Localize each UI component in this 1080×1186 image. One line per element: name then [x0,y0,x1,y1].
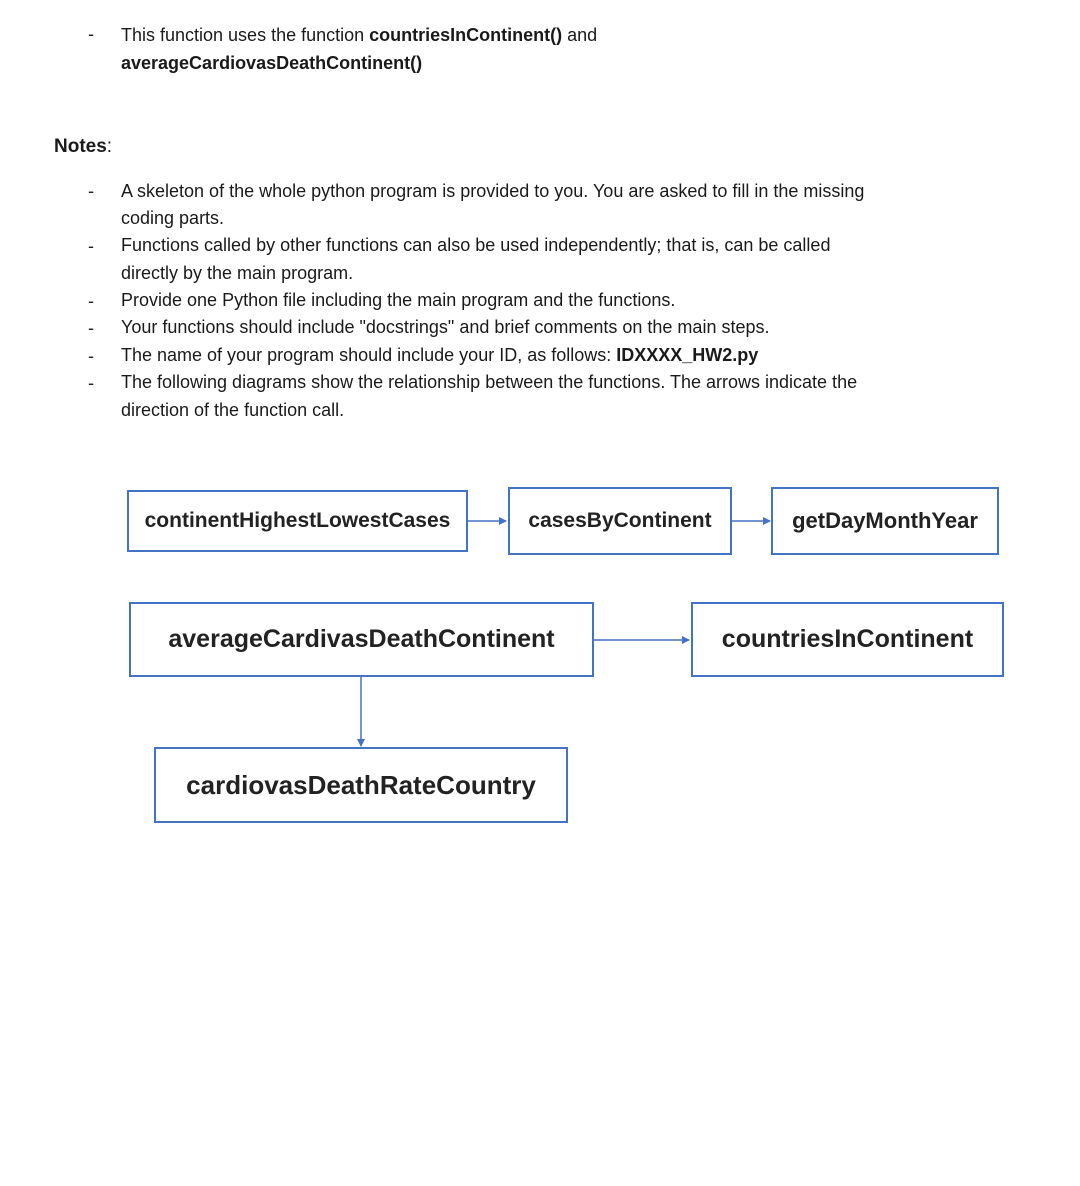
intro-func-2: averageCardiovasDeathContinent() [121,53,423,73]
intro-joiner: and [562,25,598,45]
diagram-box-countries-in-continent: countriesInContinent [691,602,1004,677]
bullet-dash: - [88,291,94,311]
bullet-dash: - [88,373,94,393]
bullet-dash: - [88,181,94,201]
note-6-line-2: direction of the function call. [121,400,345,420]
intro-func-1: countriesInContinent() [369,25,563,45]
diagram-box-cardiovas-death-rate-country: cardiovasDeathRateCountry [154,747,568,823]
note-4-line-1: Your functions should include "docstrings" and brief comments on the main steps. [121,317,770,337]
bullet-dash: - [88,24,94,44]
note-2-line-1: Functions called by other functions can also be used independently; that is, can be called [121,235,831,255]
note-6-line-1: The following diagrams show the relationship between the functions. The arrows indicate the [121,372,858,392]
diagram-box-get-day-month-year: getDayMonthYear [771,487,999,555]
note-1-line-1: A skeleton of the whole python program is provided to you. You are asked to fill in the missing [121,181,865,201]
bullet-dash: - [88,236,94,256]
note-3-line-1: Provide one Python file including the main program and the functions. [121,290,676,310]
intro-prefix: This function uses the function [121,25,370,45]
diagram-box-cases-by-continent: casesByContinent [508,487,732,555]
bullet-dash: - [88,318,94,338]
diagram-box-average-cardivas-death-continent: averageCardivasDeathContinent [129,602,594,677]
notes-colon: : [106,136,113,157]
notes-label: Notes [54,136,107,157]
bullet-dash: - [88,346,94,366]
diagram-box-continent-highest-lowest-cases: continentHighestLowestCases [127,490,468,552]
note-1-line-2: coding parts. [121,208,225,228]
note-2-line-2: directly by the main program. [121,263,354,283]
note-5-prefix: The name of your program should include your ID, as follows: [121,345,617,365]
note-5-filename: IDXXXX_HW2.py [616,345,759,365]
